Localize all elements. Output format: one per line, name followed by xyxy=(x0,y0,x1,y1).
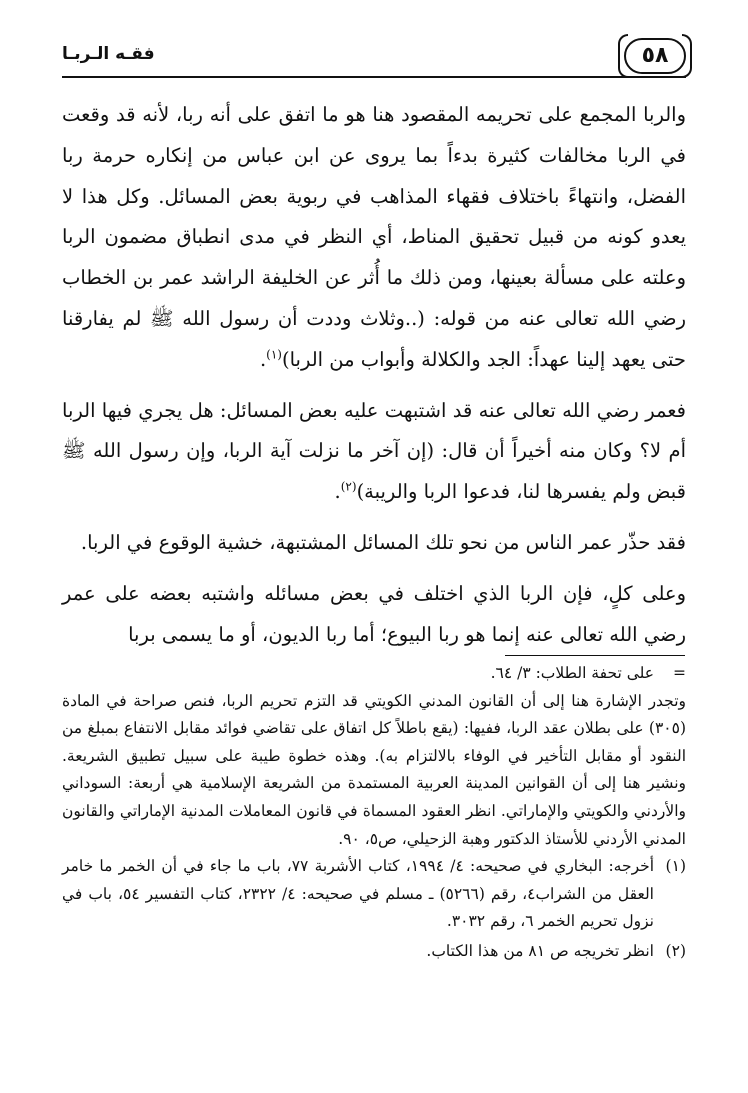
paragraph-text: فعمر رضي الله تعالى عنه قد اشتبهت عليه بعض المسائل: هل يجري فيها الربا أم لا؟ وكان منه أخيراً أن قال: (إن آخر ما نزلت آية الربا، وإن رسول الله ﷺ قبض ولم يفسرها لنا، فدعوا الربا والريبة) xyxy=(62,398,686,504)
running-header xyxy=(62,38,686,78)
footnote-1 xyxy=(62,853,686,936)
header-rule xyxy=(62,76,686,78)
footnote-continued xyxy=(62,660,686,688)
main-text xyxy=(62,95,686,655)
paragraph-text: والربا المجمع على تحريمه المقصود هنا هو ما اتفق على أنه ربا، لأنه قد وقعت في الربا مخالفات كثيرة بدءاً بما يروى عن ابن عباس من إنكاره حرمة ربا الفضل، وانتهاءً باختلاف فقهاء المذاهب في ربوية بعض المسائل. وكل هذا لا يعدو كونه من قبيل تحقيق المناط، أي النظر في مدى انطباق مضمون الربا وعلته على مسألة بعينها، ومن ذلك ما أُثر عن الخليفة الراشد عمر بن الخطاب رضي الله تعالى عنه من قوله: (..وثلاث وددت أن رسول الله ﷺ لم يفارقنا حتى يعهد إلينا عهداً: الجد والكلالة وأبواب من الربا) xyxy=(62,103,686,371)
footnote-2-text: انظر تخريجه ص ٨١ من هذا الكتاب. xyxy=(426,941,654,960)
footnote-1-text: أخرجه: البخاري في صحيحه: ٤/ ١٩٩٤، كتاب الأشربة ٧٧، باب ما جاء في أن الخمر ما خامر العقل من الشراب٤، رقم (٥٢٦٦) ـ مسلم في صحيحه: ٤/ ٢٣٢٢، كتاب التفسير ٥٤، باب في نزول تحريم الخمر ٦، رقم ٣٠٣٢. xyxy=(62,857,655,931)
running-title: فقـه الـربـا xyxy=(62,44,155,64)
footnote-ref-2[interactable]: (٢) xyxy=(340,479,357,494)
paragraph: فقد حذّر عمر الناس من نحو تلك المسائل المشتبهة، خشية الوقوع في الربا. xyxy=(80,530,686,554)
footnote-2 xyxy=(62,938,686,966)
paragraph: وعلى كلٍ، فإن الربا الذي اختلف في بعض مسائله واشتبه بعضه على عمر رضي الله تعالى عنه إنما هو ربا البيوع؛ أما ربا الديون، أو ما يسمى بربا xyxy=(62,581,686,646)
footnotes xyxy=(62,660,686,966)
footnote-continuation-marker: = xyxy=(673,664,686,682)
paragraph: والربا المجمع على تحريمه المقصود هنا هو ما اتفق على أنه ربا، لأنه قد وقعت في الربا مخالفات كثيرة بدءاً بما يروى عن ابن عباس من إنكاره حرمة ربا الفضل، وانتهاءً باختلاف فقهاء المذاهب في ربوية بعض المسائل. وكل هذا لا يعدو كونه من قبيل تحقيق المناط، أي النظر في مدى انطباق مضمون الربا وعلته على مسألة بعينها، ومن ذلك ما أُثر عن الخليفة الراشد عمر بن الخطاب رضي الله تعالى عنه من قوله: (..وثلاث وددت أن رسول الله ﷺ لم يفارقنا حتى يعهد إلينا عهداً: الجد والكلالة وأبواب من الربا)$^{(١)}$. xyxy=(62,103,686,371)
footnote-ref-1[interactable]: (١) xyxy=(266,347,282,362)
footnote-continued-first-line: على تحفة الطلاب: ٣/ ٦٤. xyxy=(490,664,654,682)
footnote-continued-text: وتجدر الإشارة هنا إلى أن القانون المدني الكويتي قد التزم تحريم الربا، فنص صراحة في المادة (٣٠٥) على بطلان عقد الربا، ففيها: (يقع باطلاً كل اتفاق على تقاضي فوائد مقابل الانتفاع بمبلغ من النقود أو مقابل التأخير في الوفاء بالالتزام به). وهذه خطوة طيبة على سبيل تطبيق الشريعة. ونشير هنا إلى أن القوانين المدينة العربية المستمدة من الشريعة الإسلامية هي أربعة: السوداني والأردني والكويتي والإماراتي. انظر العقود المسماة في قانون المعاملات المدنية الإماراتي والقانون المدني الأردني للأستاذ الدكتور وهبة الزحيلي، ص٥، ٩٠. xyxy=(62,691,686,848)
footnote-1-marker: (١) xyxy=(665,857,686,876)
footnote-2-marker: (٢) xyxy=(665,941,686,960)
page-number-badge: ٥٨ xyxy=(624,38,686,74)
paragraph: فعمر رضي الله تعالى عنه قد اشتبهت عليه بعض المسائل: هل يجري فيها الربا أم لا؟ وكان منه أخيراً أن قال: (إن آخر ما نزلت آية الربا، وإن رسول الله ﷺ قبض ولم يفسرها لنا، فدعوا الربا والريبة)$^{(٢)}$. xyxy=(62,398,686,504)
footnote-divider xyxy=(505,655,685,656)
